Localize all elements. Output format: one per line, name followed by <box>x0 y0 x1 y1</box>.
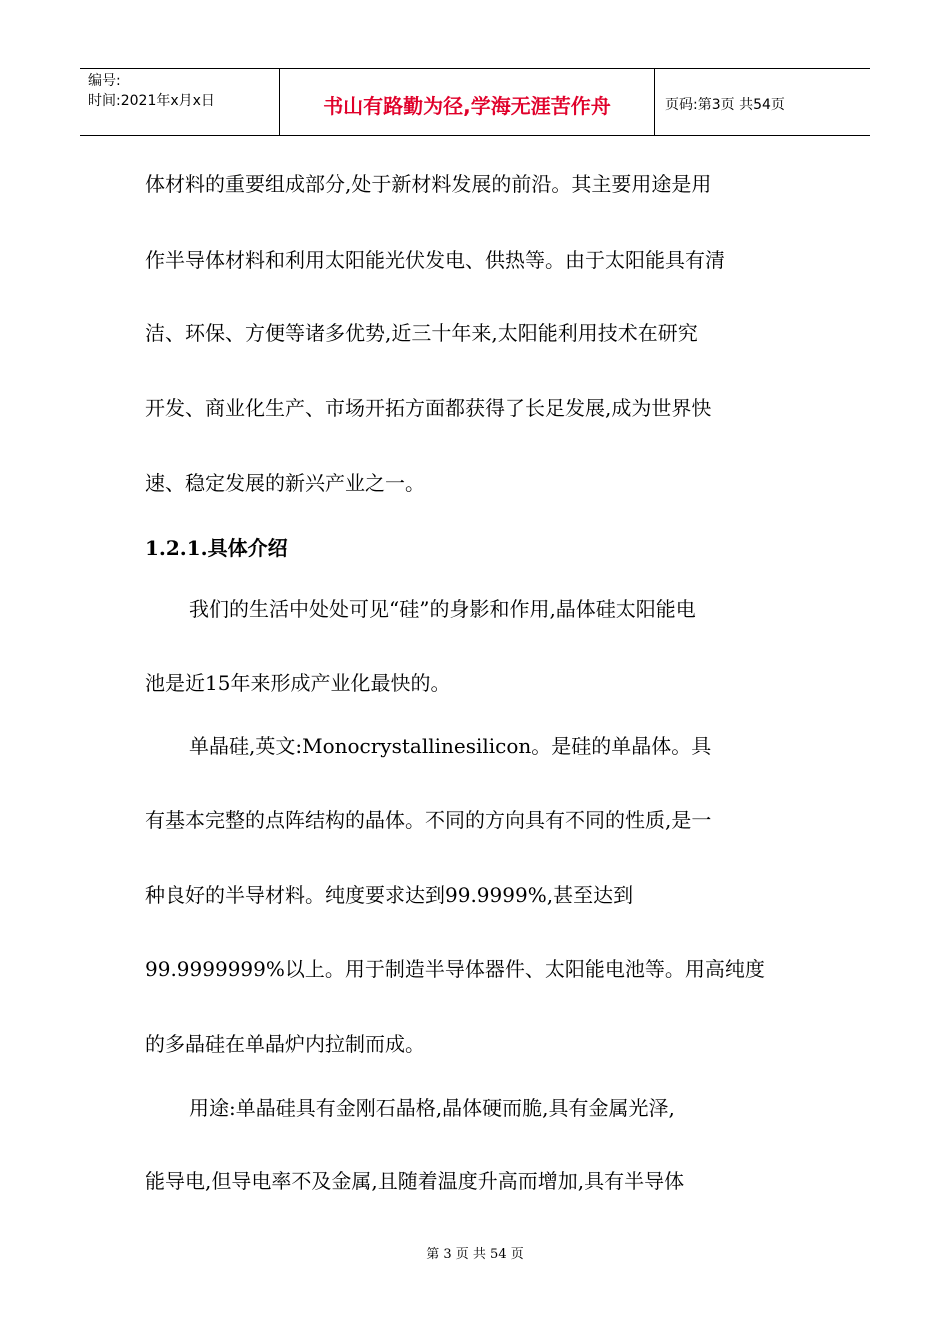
header-page-info: 页码:第3页 共54页 <box>665 97 785 113</box>
body-line: 99.9999999%以上。用于制造半导体器件、太阳能电池等。用高纯度 <box>145 957 765 981</box>
body-line: 开发、商业化生产、市场开拓方面都获得了长足发展,成为世界快 <box>145 396 712 420</box>
header-motto: 书山有路勤为径,学海无涯苦作舟 <box>280 69 655 135</box>
document-number-label: 编号: <box>88 73 121 89</box>
body-line: 能导电,但导电率不及金属,且随着温度升高而增加,具有半导体 <box>145 1169 685 1193</box>
body-line: 洁、环保、方便等诸多优势,近三十年来,太阳能利用技术在研究 <box>145 321 698 345</box>
document-time-label: 时间:2021年x月x日 <box>88 93 215 109</box>
section-heading: 1.2.1.具体介绍 <box>145 536 288 560</box>
body-line: 速、稳定发展的新兴产业之一。 <box>145 471 425 495</box>
page-header <box>80 68 870 136</box>
page-footer: 第 3 页 共 54 页 <box>426 1247 524 1262</box>
body-line: 作半导体材料和利用太阳能光伏发电、供热等。由于太阳能具有清 <box>145 248 725 272</box>
body-line: 体材料的重要组成部分,处于新材料发展的前沿。其主要用途是用 <box>145 172 712 196</box>
body-line: 池是近15年来形成产业化最快的。 <box>145 671 451 695</box>
header-meta <box>80 69 280 135</box>
paragraph-first-line: 我们的生活中处处可见“硅”的身影和作用,晶体硅太阳能电 <box>189 597 696 621</box>
body-line: 的多晶硅在单晶炉内拉制而成。 <box>145 1032 425 1056</box>
body-line: 种良好的半导材料。纯度要求达到99.9999%,甚至达到 <box>145 883 634 907</box>
paragraph-first-line: 用途:单晶硅具有金刚石晶格,晶体硬而脆,具有金属光泽, <box>189 1096 675 1120</box>
paragraph-first-line: 单晶硅,英文:Monocrystallinesilicon。是硅的单晶体。具 <box>189 734 712 758</box>
body-line: 有基本完整的点阵结构的晶体。不同的方向具有不同的性质,是一 <box>145 808 712 832</box>
